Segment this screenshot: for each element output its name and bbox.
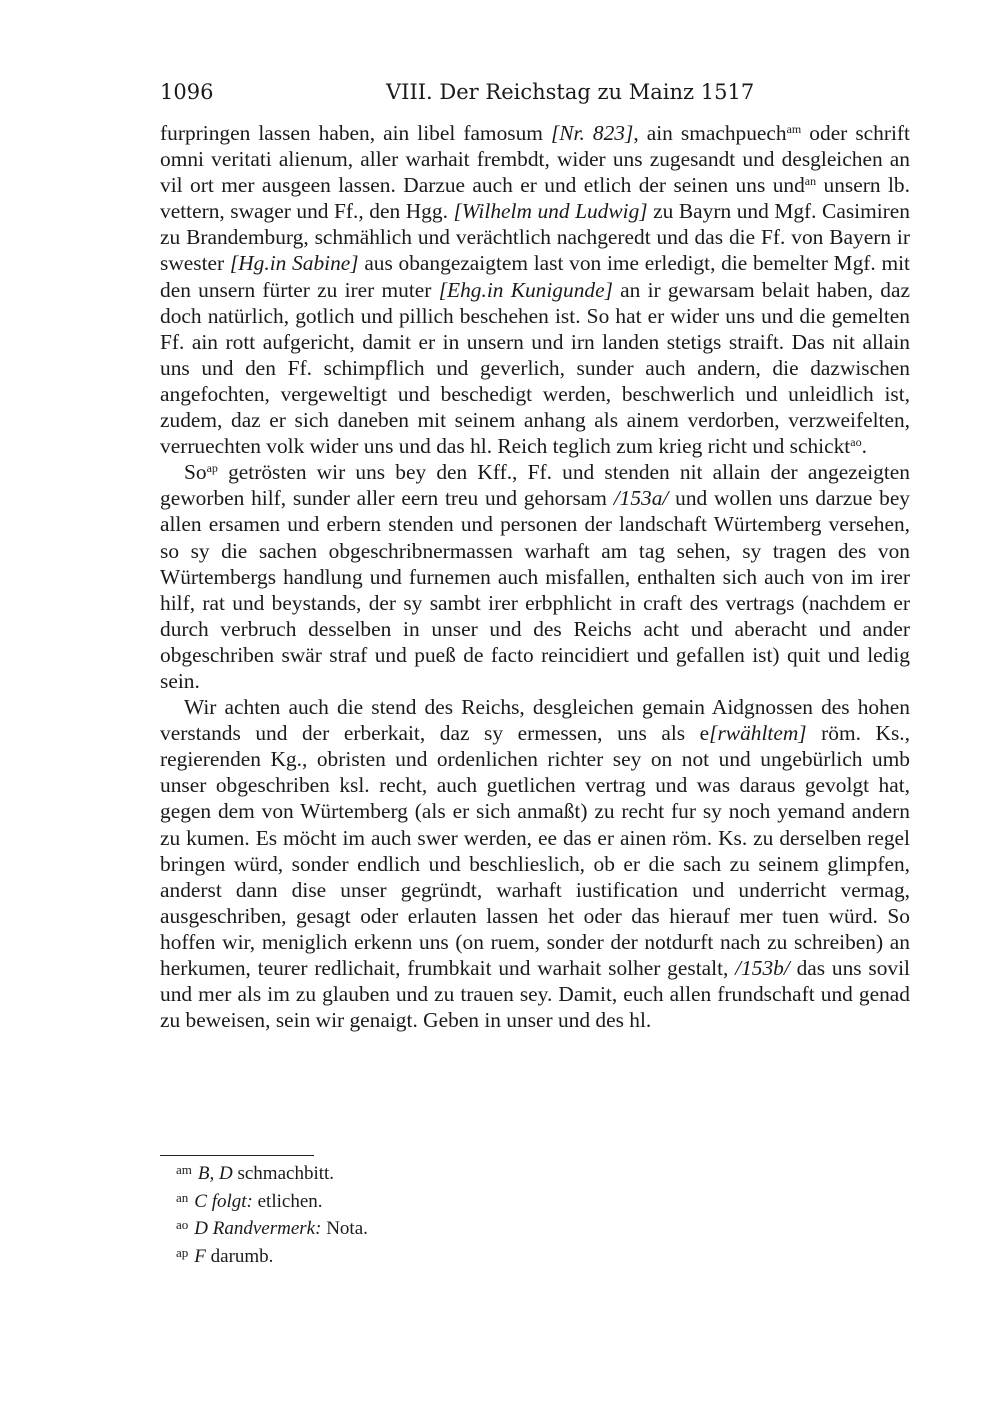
text-run: Wir achten auch die stend des Reichs, desgleichen gemain Aidgnossen des hohen verstands und der erberkait, daz sy ermessen, uns als e	[160, 695, 910, 746]
footnote	[176, 1158, 876, 1186]
footnote-witness: B, D	[197, 1163, 233, 1184]
text-run: aus obangezaigtem last von ime erledigt, die bemelter Mgf. mit den unsern fürter zu irer muter	[160, 251, 910, 302]
page-number: 1096	[160, 80, 214, 104]
paragraph-2	[160, 459, 910, 694]
editorial-insertion: /153a/	[613, 486, 669, 511]
page-header	[160, 80, 910, 108]
paragraph-3	[160, 694, 910, 1033]
editorial-insertion: [Wilhelm und Ludwig]	[453, 199, 648, 224]
text-run: .	[861, 434, 867, 459]
footnote-mark: am	[176, 1162, 192, 1177]
editorial-insertion: [Ehg.in Kunigunde]	[438, 277, 613, 302]
footnote-reference: ao	[850, 435, 862, 450]
footnote-witness: F	[194, 1245, 206, 1267]
footnotes	[176, 1158, 876, 1268]
running-title: VIII. Der Reichstag zu Mainz 1517	[386, 80, 755, 104]
text-run: unsern lb. vettern, swager und Ff., den Hgg.	[160, 173, 910, 224]
text-run: getrösten wir uns bey den Kff., Ff. und stenden nit allain der angezeigten geworben hilf, sunder aller eern treu und gehorsam	[160, 460, 910, 511]
footnote-mark: an	[176, 1189, 189, 1205]
text-run: röm. Ks., regierenden Kg., obristen und ordenlichen richter sey on not und ungebürlich umb unser obgeschriben ksl. recht, auch guetlichen vertrag und was daraus gevolgt hat, gegen dem von Würtemberg (als er sich anmaßt) zu recht fur sy noch yemand andern zu kumen. Es möcht im auch swer werden, ee das er ainen röm. Ks. zu derselben regel bringen würd, sonder endlich und beschlieslich, ob er die sach zu seinem glimpfen, anderst dann dise unser gegründt, warhaft iustification und underricht vermag, ausgeschriben, gesagt oder erlauten lassen het oder das hierauf mer tuen würd. So hoffen wir, meniglich erkenn uns (on ruem, sonder der notdurft nach zu schreiben) an herkumen, teurer redlichait, frumbkait und warhait solher gestalt,	[160, 721, 911, 980]
editorial-insertion: [rwähltem]	[709, 721, 807, 746]
footnote-text: etlichen.	[252, 1190, 323, 1212]
footnote	[176, 1213, 876, 1241]
text-run: furpringen lassen haben, ain libel famosum	[160, 121, 551, 145]
footnote-text: darumb.	[205, 1245, 274, 1267]
text-run: , ain smachpuech	[633, 121, 787, 145]
footnote-witness: D Randvermerk:	[194, 1218, 322, 1239]
footnote-reference: an	[804, 174, 817, 189]
footnote-divider	[160, 1155, 314, 1156]
paragraph-1	[160, 120, 910, 459]
footnote-text: schmachbitt.	[232, 1163, 335, 1184]
footnote-witness: C folgt:	[194, 1190, 253, 1212]
footnote-reference: am	[786, 122, 802, 136]
text-run: zu Bayrn und Mgf. Casimiren zu Brandemburg, schmählich und verächtlich nachgeredt und das die Ff. von Bayern ir swester	[160, 199, 910, 276]
footnote-mark: ap	[176, 1244, 189, 1260]
footnote-text: Nota.	[321, 1218, 368, 1239]
text-run: und wollen uns darzue bey allen ersamen und erbern stenden und personen der landschaft Würtemberg versehen, so sy die sachen obgeschribnermassen warhaft am tag sehen, sy tragen des von Würtembergs handlung und furnemen auch misfallen, enthalten sich auch von im irer hilf, rat und beystands, der sy sambt irer erbphlicht in craft des vertrags (nachdem er durch verbruch desselben in unser und des Reichs acht und aberacht und ander obgeschriben swär straf und pueß de facto reincidiert und gefallen ist) quit und ledig sein.	[160, 486, 911, 693]
editorial-insertion: /153b/	[735, 956, 790, 980]
text-run: So	[184, 460, 207, 485]
text-run: das uns sovil und mer als im zu glauben und zu trauen sey. Damit, euch allen frundschaft und genad zu beweisen, sein wir genaigt. Geben in unser und des hl.	[160, 956, 911, 1033]
footnote	[176, 1241, 876, 1269]
text-run: an ir gewarsam belait haben, daz doch natürlich, gotlich und pillich beschehen ist. So hat er wider uns und die gemelten Ff. ain rott aufgericht, damit er in unsern und irn landen stetigs straift. Das nit allain uns und den Ff. schimpflich und geverlich, sunder auch andern, die dazwischen angefochten, vergeweltigt und beschedigt werden, beschwerlich und unleidlich ist, zudem, daz er sich daneben mit seinem anhang als ainem verdorben, verzweifelten, verruechten volk wider uns und das hl. Reich teglich zum krieg richt und schickt	[160, 277, 910, 459]
text-run: oder schrift omni veritati alienum, aller warhait frembdt, wider uns zugesandt und desgleichen an vil ort mer ausgeen lassen. Darzue auch er und etlich der seinen uns und	[160, 121, 910, 198]
editorial-insertion: [Nr. 823]	[550, 121, 634, 145]
footnote-reference: ap	[206, 461, 218, 476]
main-text	[160, 120, 910, 1033]
footnote	[176, 1186, 876, 1214]
footnote-mark: ao	[176, 1217, 189, 1232]
editorial-insertion: [Hg.in Sabine]	[229, 251, 359, 276]
